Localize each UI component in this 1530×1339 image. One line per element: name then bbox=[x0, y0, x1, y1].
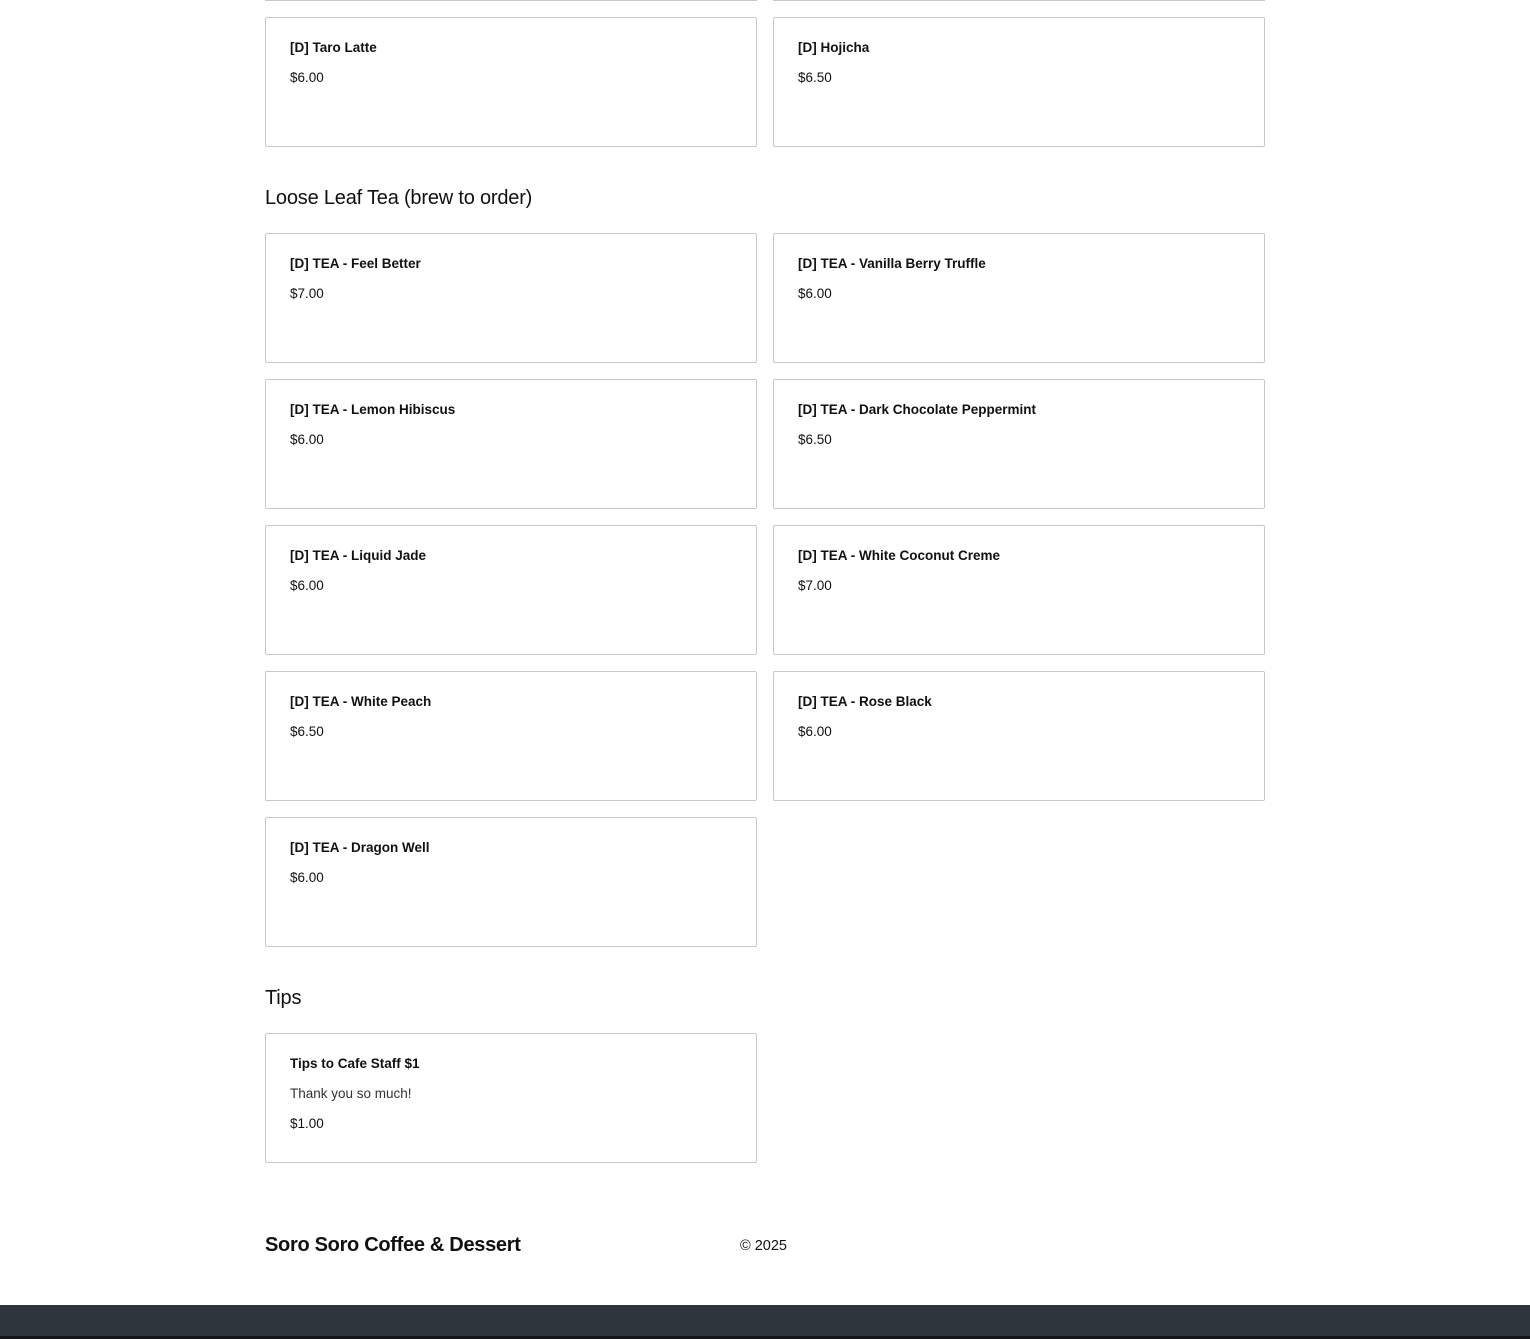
item-name: [D] Hojicha bbox=[798, 40, 870, 55]
menu-item-card[interactable] bbox=[265, 1033, 757, 1163]
menu-item-card[interactable] bbox=[265, 379, 757, 509]
loose-leaf-grid bbox=[265, 233, 1265, 947]
menu-item-card[interactable] bbox=[265, 671, 757, 801]
footer-brand: Soro Soro Coffee & Dessert bbox=[265, 1234, 521, 1256]
section-title: Tips bbox=[265, 987, 302, 1009]
previous-cards-edge bbox=[265, 0, 1265, 2]
item-price: $7.00 bbox=[290, 286, 324, 301]
menu-item-card[interactable] bbox=[265, 817, 757, 947]
section-loose-leaf-header bbox=[265, 186, 1265, 210]
item-name: [D] TEA - White Peach bbox=[290, 694, 432, 709]
item-name: [D] TEA - White Coconut Creme bbox=[798, 548, 1000, 563]
item-price: $6.00 bbox=[290, 432, 324, 447]
menu-item-card[interactable] bbox=[773, 525, 1265, 655]
item-price: $6.00 bbox=[290, 70, 324, 85]
item-name: [D] Taro Latte bbox=[290, 40, 377, 55]
bottom-bar bbox=[0, 1305, 1530, 1339]
menu-item-card[interactable] bbox=[773, 671, 1265, 801]
item-price: $6.00 bbox=[290, 870, 324, 885]
section-title: Loose Leaf Tea (brew to order) bbox=[265, 187, 533, 209]
item-name: Tips to Cafe Staff $1 bbox=[290, 1056, 420, 1071]
item-name: [D] TEA - Rose Black bbox=[798, 694, 932, 709]
menu-item-card[interactable] bbox=[773, 379, 1265, 509]
item-name: [D] TEA - Lemon Hibiscus bbox=[290, 402, 456, 417]
item-name: [D] TEA - Dragon Well bbox=[290, 840, 430, 855]
menu-item-card[interactable] bbox=[265, 233, 757, 363]
footer-copyright: © 2025 bbox=[740, 1238, 787, 1254]
section-tips-header bbox=[265, 986, 1265, 1010]
item-name: [D] TEA - Liquid Jade bbox=[290, 548, 426, 563]
top-items-grid bbox=[265, 17, 1265, 147]
card-bottom-edge bbox=[773, 0, 1265, 1]
menu-item-card[interactable] bbox=[265, 525, 757, 655]
menu-item-card[interactable] bbox=[773, 17, 1265, 147]
card-bottom-edge bbox=[265, 0, 757, 1]
menu-item-card[interactable] bbox=[265, 17, 757, 147]
item-name: [D] TEA - Feel Better bbox=[290, 256, 421, 271]
item-price: $6.00 bbox=[798, 286, 832, 301]
menu-item-card[interactable] bbox=[773, 233, 1265, 363]
item-price: $6.50 bbox=[798, 432, 832, 447]
item-name: [D] TEA - Vanilla Berry Truffle bbox=[798, 256, 986, 271]
item-price: $6.00 bbox=[798, 724, 832, 739]
item-price: $6.00 bbox=[290, 578, 324, 593]
item-description: Thank you so much! bbox=[290, 1086, 412, 1101]
tips-grid bbox=[265, 1033, 1265, 1163]
item-price: $6.50 bbox=[290, 724, 324, 739]
item-name: [D] TEA - Dark Chocolate Peppermint bbox=[798, 402, 1037, 417]
item-price: $6.50 bbox=[798, 70, 832, 85]
item-price: $7.00 bbox=[798, 578, 832, 593]
item-price: $1.00 bbox=[290, 1116, 324, 1131]
